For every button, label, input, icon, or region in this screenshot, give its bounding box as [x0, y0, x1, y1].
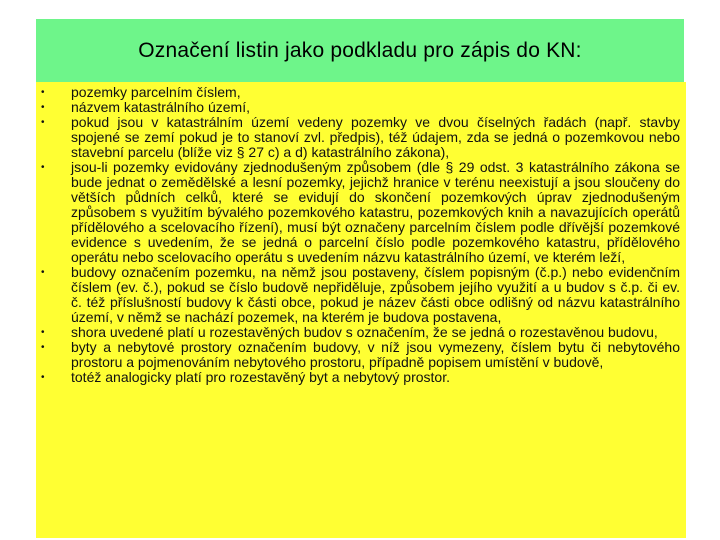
bullet-icon — [41, 115, 51, 130]
list-item — [36, 115, 682, 160]
bullet-icon — [41, 340, 51, 355]
bullet-icon — [41, 160, 51, 175]
bullet-icon — [41, 370, 51, 385]
slide-title: Označení listin jako podkladu pro zápis do KN: — [138, 38, 582, 62]
list-item — [36, 265, 682, 325]
list-item-text: jsou-li pozemky evidovány zjednodušeným způsobem (dle § 29 odst. 3 katastrálního zákona se bude jednat o zemědělské a lesní pozemky, jejichž hranice v terénu neexistují a jsou sloučeny do větších půdních celků, které se evidují do skončení pozemkových úprav zjednodušeným způsobem s využitím bývalého pozemkového katastru, pozemkových knih a navazujících operátů přídělového a scelovacího řízení), musí být označeny parcelním číslem podle dřívější pozemkové evidence s uvedením, že se jedná o parcelní číslo podle pozemkového katastru, přídělového operátu nebo scelovacího operátu s uvedením názvu katastrálního území, ve kterém leží, — [71, 159, 680, 265]
bullet-icon — [41, 100, 51, 115]
list-item-text: totéž analogicky platí pro rozestavěný byt a nebytový prostor. — [71, 369, 450, 385]
list-item-text: byty a nebytové prostory označením budovy, v níž jsou vymezeny, číslem bytu či nebytového prostoru a pojmenováním nebytového prostoru, případně popisem umístění v budově, — [71, 339, 680, 370]
list-item — [36, 370, 682, 385]
list-item-text: pozemky parcelním číslem, — [71, 84, 241, 100]
bullet-icon — [41, 265, 51, 280]
list-item-text: názvem katastrálního území, — [71, 99, 250, 115]
list-item — [36, 85, 682, 100]
bullet-list — [36, 82, 686, 385]
title-bar — [36, 19, 684, 82]
list-item — [36, 325, 682, 340]
list-item — [36, 340, 682, 370]
list-item-text: pokud jsou v katastrálním území vedeny pozemky ve dvou číselných řadách (např. stavby spojené se zemí pokud je to stanoví zvl. předpis), též údajem, zda se jedná o pozemkovou nebo stavební parcelu (blíže viz § 27 c) a d) katastrálního zákona), — [71, 114, 680, 160]
list-item-text: shora uvedené platí u rozestavěných budov s označením, že se jedná o rozestavěnou budovu, — [71, 324, 658, 340]
bullet-icon — [41, 325, 51, 340]
list-item — [36, 160, 682, 265]
bullet-icon — [41, 85, 51, 100]
content-box — [36, 82, 686, 538]
list-item-text: budovy označením pozemku, na němž jsou postaveny, číslem popisným (č.p.) nebo evidenčním číslem (ev. č.), pokud se číslo budově nepřiděluje, způsobem jejího využití a u budov s č.p. či ev. č. též příslušností budovy k části obce, pokud je název části obce odlišný od názvu katastrálního území, v němž se nachází pozemek, na kterém je budova postavena, — [71, 264, 680, 325]
list-item — [36, 100, 682, 115]
